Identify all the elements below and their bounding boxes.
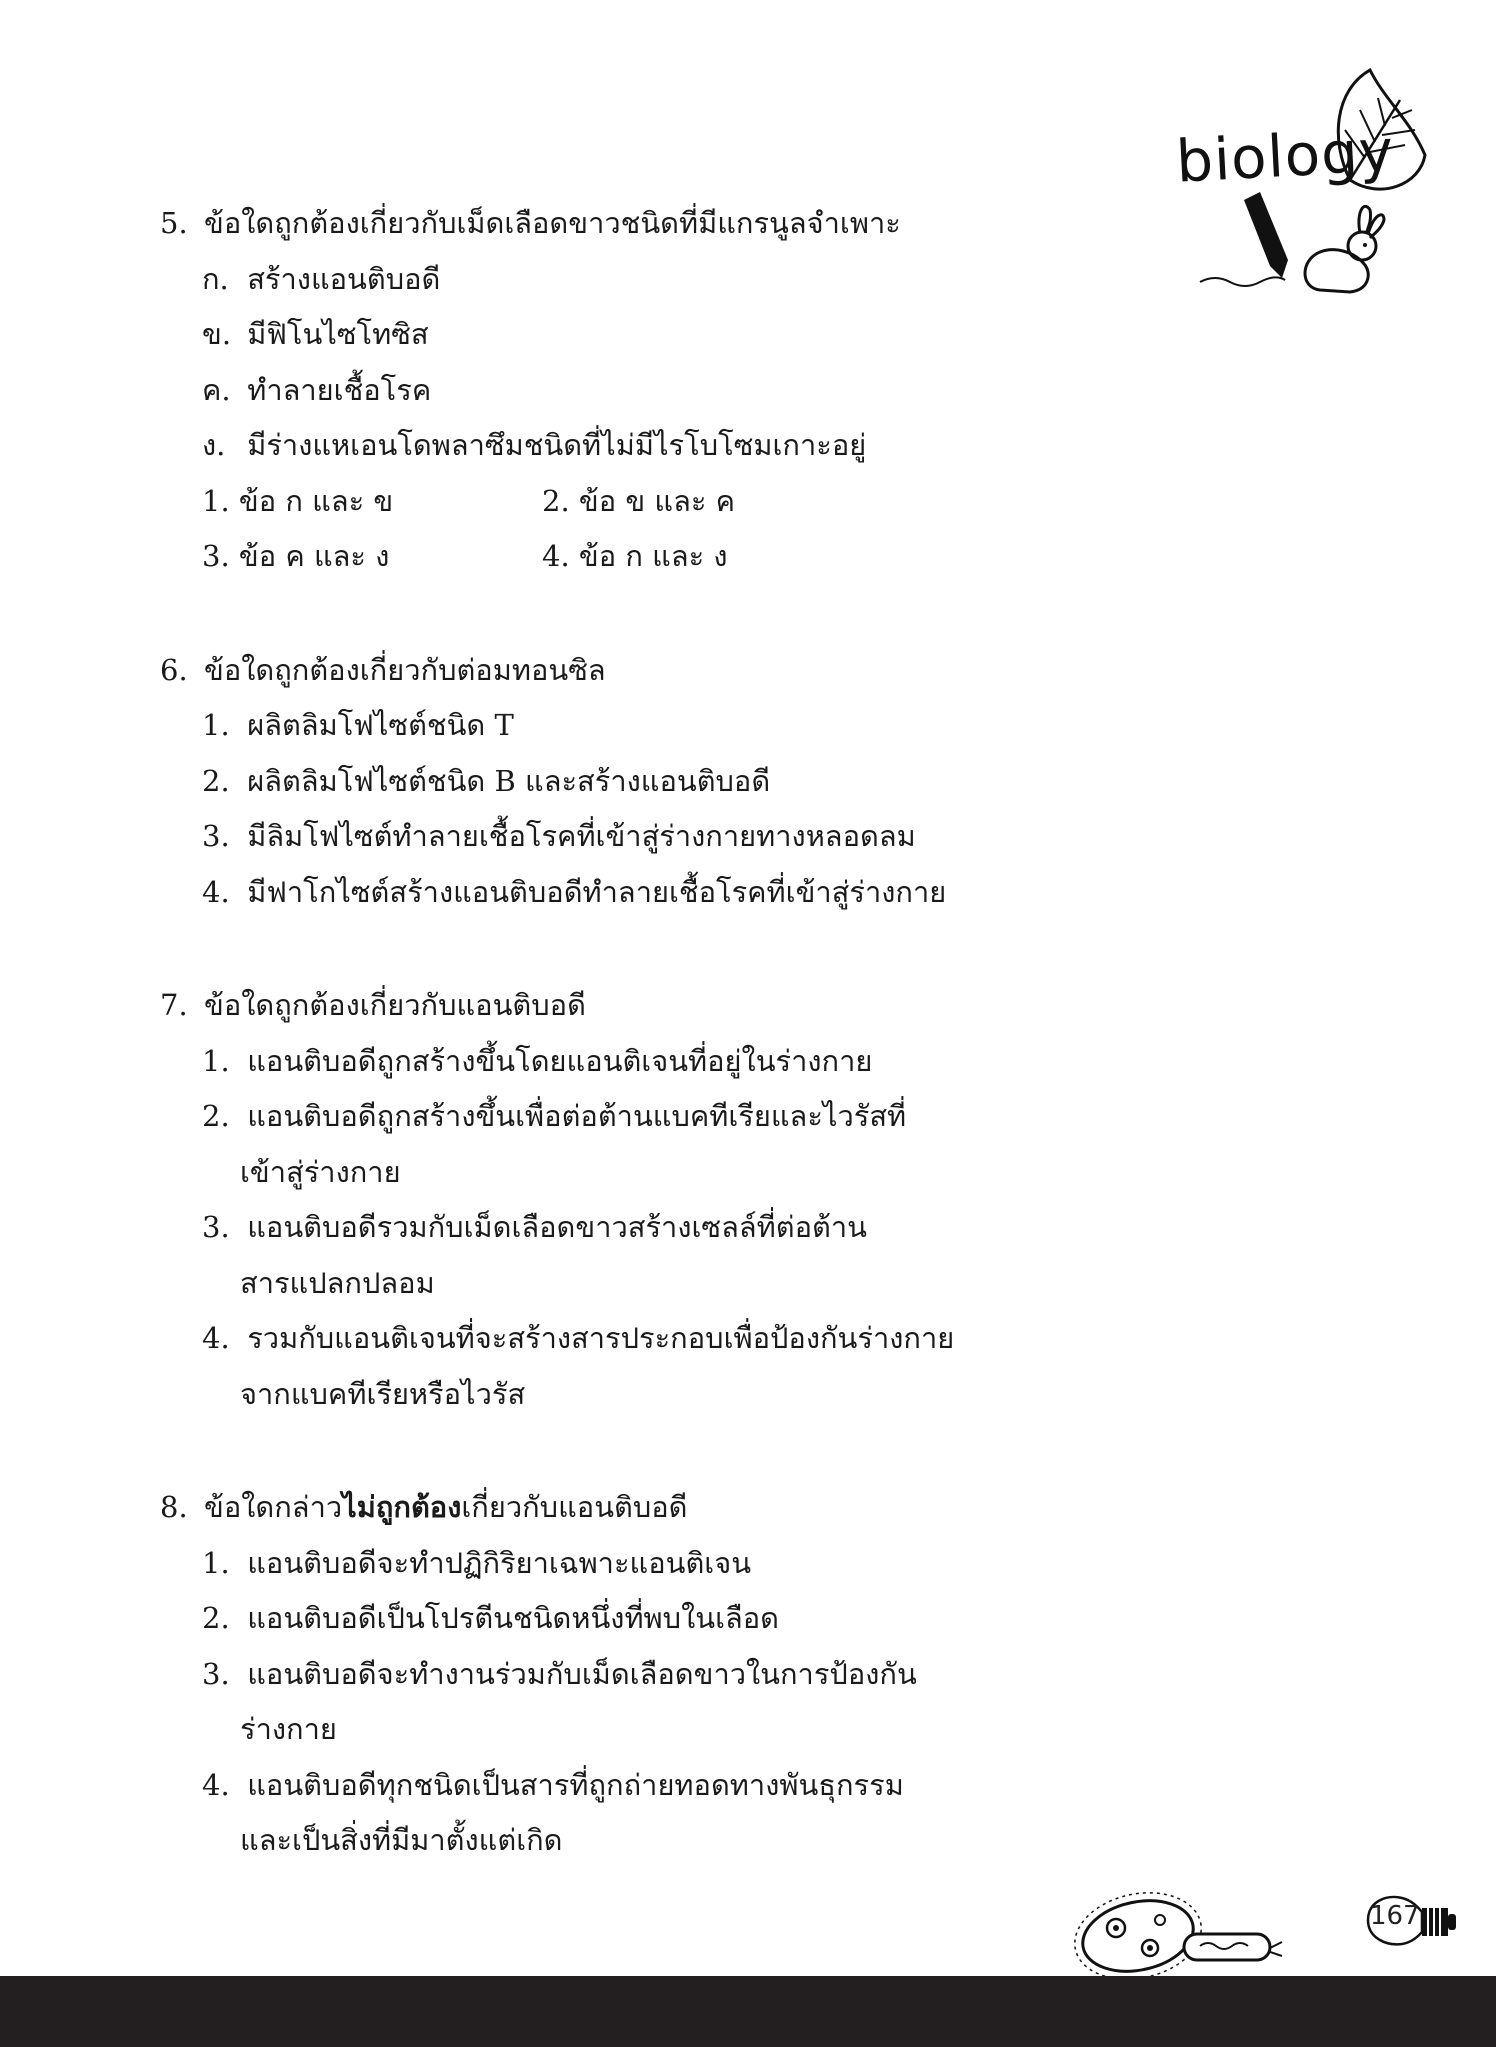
answer-choice [160, 698, 960, 754]
question-text: ข้อใดถูกต้องเกี่ยวกับเม็ดเลือดขาวชนิดที่มีแกรนูลจำเพาะ [204, 206, 901, 240]
statement-text: มีฟิโนไซโทซิส [247, 317, 429, 351]
answer-choice: 3. ข้อ ค และ ง [202, 539, 390, 573]
choice-text: รวมกับแอนติเจนที่จะสร้างสารประกอบเพื่อป้องกันร่างกาย [247, 1321, 955, 1355]
stem-text-after: เกี่ยวกับแอนติบอดี [461, 1490, 688, 1524]
page-number: 167 [1370, 1901, 1420, 1931]
cell-doodle-icon [1068, 1886, 1288, 1986]
answer-choice [160, 1647, 960, 1703]
question-6 [160, 643, 960, 921]
logo-text: biology [1174, 116, 1396, 196]
answer-choice: 1. ข้อ ก และ ข [202, 483, 394, 518]
choice-label: 2. [202, 763, 230, 798]
choice-text: แอนติบอดีทุกชนิดเป็นสารที่ถูกถ่ายทอดทางพันธุกรรม [247, 1767, 904, 1802]
biology-logo [1160, 60, 1430, 300]
stem-text-before: ข้อใดกล่าว [204, 1490, 343, 1524]
answer-choice [160, 1536, 960, 1592]
choice-text: แอนติบอดีถูกสร้างขึ้นเพื่อต่อต้านแบคทีเรียและไวรัสที่ [247, 1099, 907, 1133]
statement-item [160, 363, 960, 419]
choice-label: 2. [202, 1601, 230, 1635]
choice-text-continued: และเป็นสิ่งที่มีมาตั้งแต่เกิด [240, 1823, 563, 1857]
answer-choice: 2. ข้อ ข และ ค [542, 483, 736, 518]
choice-text-continued: สารแปลกปลอม [240, 1265, 435, 1300]
question-text: ข้อใดถูกต้องเกี่ยวกับต่อมทอนซิล [204, 652, 606, 687]
question-8 [160, 1480, 960, 1869]
statement-label: ค. [202, 372, 231, 407]
question-text: ข้อใดถูกต้องเกี่ยวกับแอนติบอดี [204, 988, 586, 1022]
choice-text: แอนติบอดีจะทำปฏิกิริยาเฉพาะแอนติเจน [247, 1545, 752, 1580]
choice-label: 1. [202, 1545, 230, 1580]
answer-choice [160, 1089, 960, 1145]
answer-choice [160, 1311, 960, 1367]
choice-label: 3. [202, 819, 230, 853]
question-7 [160, 978, 960, 1422]
answer-choice [160, 1200, 960, 1256]
choice-label: 4. [202, 1321, 230, 1355]
choice-text-continued: เข้าสู่ร่างกาย [240, 1154, 401, 1189]
choice-text: มีฟาโกไซต์สร้างแอนติบอดีทำลายเชื้อโรคที่เข้าสู่ร่างกาย [247, 874, 947, 909]
answer-choice [160, 809, 960, 865]
choice-text: แอนติบอดีจะทำงานร่วมกับเม็ดเลือดขาวในการป้องกัน [247, 1656, 917, 1691]
question-stem [160, 1480, 960, 1536]
statement-text: มีร่างแหเอนโดพลาซึมชนิดที่ไม่มีไรโบโซมเกาะอยู่ [247, 428, 867, 462]
choice-label: 3. [202, 1656, 230, 1691]
statement-item [160, 418, 960, 474]
choice-text-continued: ร่างกาย [240, 1712, 337, 1746]
answer-choice [160, 1034, 960, 1090]
question-5 [160, 196, 960, 585]
statement-text: สร้างแอนติบอดี [247, 261, 441, 296]
choice-label: 1. [202, 708, 230, 742]
choice-label: 4. [202, 1767, 230, 1802]
statement-text: ทำลายเชื้อโรค [247, 372, 432, 407]
question-stem [160, 196, 960, 252]
stem-emphasis: ไม่ถูกต้อง [342, 1490, 462, 1524]
question-number: 8. [160, 1490, 188, 1524]
choice-text: ผลิตลิมโฟไซต์ชนิด B และสร้างแอนติบอดี [247, 763, 771, 798]
choice-text: แอนติบอดีเป็นโปรตีนชนิดหนึ่งที่พบในเลือด [247, 1601, 780, 1635]
answer-choice: 4. ข้อ ก และ ง [542, 539, 728, 573]
question-stem [160, 978, 960, 1034]
question-number: 6. [160, 652, 188, 687]
question-number: 5. [160, 206, 188, 240]
statement-label: ง. [202, 428, 226, 462]
statement-item [160, 252, 960, 308]
statement-label: ก. [202, 261, 229, 296]
answer-choice [160, 754, 960, 810]
choice-label: 2. [202, 1099, 230, 1133]
question-number: 7. [160, 988, 188, 1022]
choice-label: 4. [202, 874, 230, 909]
answer-choice [160, 1758, 960, 1814]
answer-choice [160, 865, 960, 921]
statement-item [160, 307, 960, 363]
statement-label: ข. [202, 317, 232, 351]
answer-choice [160, 1591, 960, 1647]
choice-text: แอนติบอดีถูกสร้างขึ้นโดยแอนติเจนที่อยู่ในร่างกาย [247, 1043, 873, 1078]
footer-bar [0, 1976, 1496, 2047]
question-stem [160, 643, 960, 699]
choice-label: 1. [202, 1043, 230, 1078]
answer-choices [160, 474, 922, 585]
choice-label: 3. [202, 1210, 230, 1244]
question-list [160, 196, 960, 1927]
choice-text: ผลิตลิมโฟไซต์ชนิด T [247, 708, 514, 742]
question-text [204, 1490, 688, 1524]
choice-text: แอนติบอดีรวมกับเม็ดเลือดขาวสร้างเซลล์ที่ต่อต้าน [247, 1210, 867, 1244]
choice-text-continued: จากแบคทีเรียหรือไวรัส [240, 1376, 526, 1411]
choice-text: มีลิมโฟไซต์ทำลายเชื้อโรคที่เข้าสู่ร่างกายทางหลอดลม [247, 819, 916, 853]
